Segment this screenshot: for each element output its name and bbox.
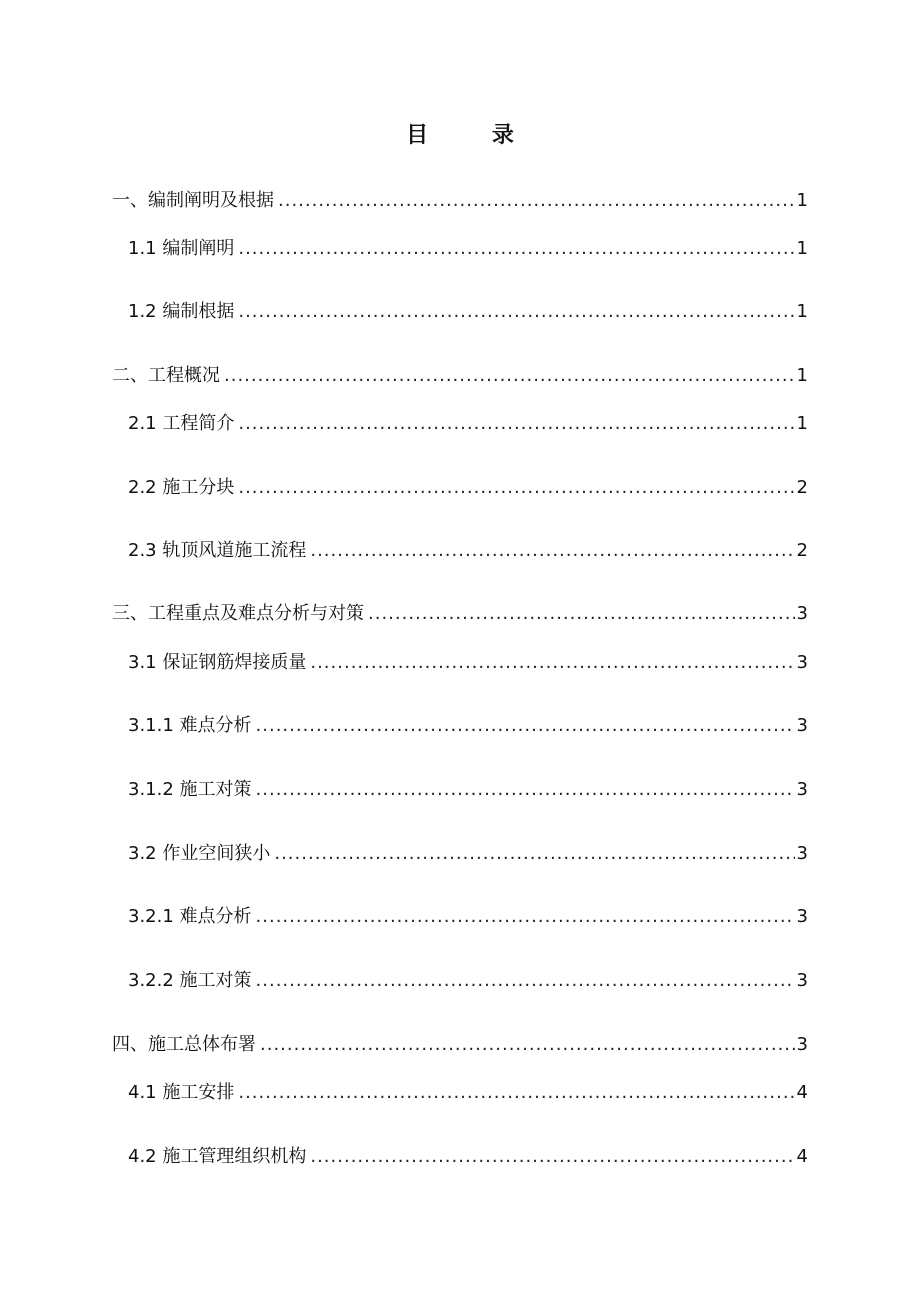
- toc-entry-label: 二、工程概况: [112, 365, 220, 386]
- toc-entry-page: 3: [796, 1034, 808, 1055]
- toc-entry-page: 4: [796, 1146, 808, 1167]
- toc-leader-dots: [310, 538, 794, 564]
- toc-entry-label: 2.3 轨顶风道施工流程: [128, 540, 307, 561]
- toc-title: 目 录: [406, 123, 542, 148]
- toc-leader-dots: [238, 236, 794, 262]
- toc-entry[interactable]: [128, 713, 808, 739]
- toc-entry-page: 3: [796, 652, 808, 673]
- toc-leader-dots: [278, 188, 795, 214]
- toc-entry-page: 1: [796, 238, 808, 259]
- toc-entry[interactable]: [128, 841, 808, 867]
- toc-leader-dots: [260, 1032, 795, 1058]
- toc-leader-dots: [274, 841, 794, 867]
- toc-entry[interactable]: [112, 601, 808, 627]
- toc-entry-label: 四、施工总体布署: [112, 1034, 256, 1055]
- toc-entry-label: 4.2 施工管理组织机构: [128, 1146, 307, 1167]
- toc-entry-page: 3: [796, 715, 808, 736]
- toc-entry-label: 1.1 编制阐明: [128, 238, 235, 259]
- toc-leader-dots: [238, 299, 794, 325]
- toc-entry-page: 3: [796, 906, 808, 927]
- toc-entry-page: 3: [796, 779, 808, 800]
- toc-entry[interactable]: [128, 777, 808, 803]
- toc-entry[interactable]: [128, 475, 808, 501]
- toc-leader-dots: [310, 650, 794, 676]
- toc-entry-label: 3.1 保证钢筋焊接质量: [128, 652, 307, 673]
- toc-entry-label: 一、编制阐明及根据: [112, 190, 274, 211]
- toc-entry-page: 2: [796, 540, 808, 561]
- toc-leader-dots: [256, 777, 795, 803]
- toc-entry-page: 1: [796, 301, 808, 322]
- toc-entry[interactable]: [112, 188, 808, 214]
- toc-entry-label: 3.2 作业空间狭小: [128, 843, 271, 864]
- toc-entry-label: 2.2 施工分块: [128, 477, 235, 498]
- toc-entry[interactable]: [128, 650, 808, 676]
- toc-entry[interactable]: [112, 363, 808, 389]
- toc-leader-dots: [238, 411, 794, 437]
- toc-entry-label: 4.1 施工安排: [128, 1082, 235, 1103]
- toc-entry[interactable]: [128, 968, 808, 994]
- toc-entry-label: 3.2.2 施工对策: [128, 970, 252, 991]
- toc-entry[interactable]: [128, 411, 808, 437]
- toc-entry-label: 3.2.1 难点分析: [128, 906, 252, 927]
- toc-entry[interactable]: [128, 1144, 808, 1170]
- toc-leader-dots: [238, 475, 794, 501]
- toc-entry[interactable]: [128, 538, 808, 564]
- toc-leader-dots: [368, 601, 795, 627]
- toc-entry[interactable]: [112, 1032, 808, 1058]
- toc-leader-dots: [238, 1080, 794, 1106]
- toc-leader-dots: [224, 363, 795, 389]
- toc-leader-dots: [256, 968, 795, 994]
- toc-entry-page: 1: [796, 365, 808, 386]
- toc-entry-page: 3: [796, 843, 808, 864]
- toc-entry-page: 3: [796, 970, 808, 991]
- toc-entry-page: 1: [796, 413, 808, 434]
- toc-entry-label: 3.1.2 施工对策: [128, 779, 252, 800]
- toc-entry-label: 1.2 编制根据: [128, 301, 235, 322]
- toc-entry-page: 2: [796, 477, 808, 498]
- toc-entry-page: 4: [796, 1082, 808, 1103]
- toc-entry[interactable]: [128, 1080, 808, 1106]
- toc-entry-page: 3: [796, 603, 808, 624]
- toc-entry-label: 2.1 工程简介: [128, 413, 235, 434]
- toc-entry[interactable]: [128, 236, 808, 262]
- toc-leader-dots: [256, 713, 795, 739]
- toc-entry[interactable]: [128, 299, 808, 325]
- toc-entry[interactable]: [128, 904, 808, 930]
- toc-entry-page: 1: [796, 190, 808, 211]
- toc-entry-label: 3.1.1 难点分析: [128, 715, 252, 736]
- toc-leader-dots: [310, 1144, 794, 1170]
- toc-leader-dots: [256, 904, 795, 930]
- toc-entry-label: 三、工程重点及难点分析与对策: [112, 603, 364, 624]
